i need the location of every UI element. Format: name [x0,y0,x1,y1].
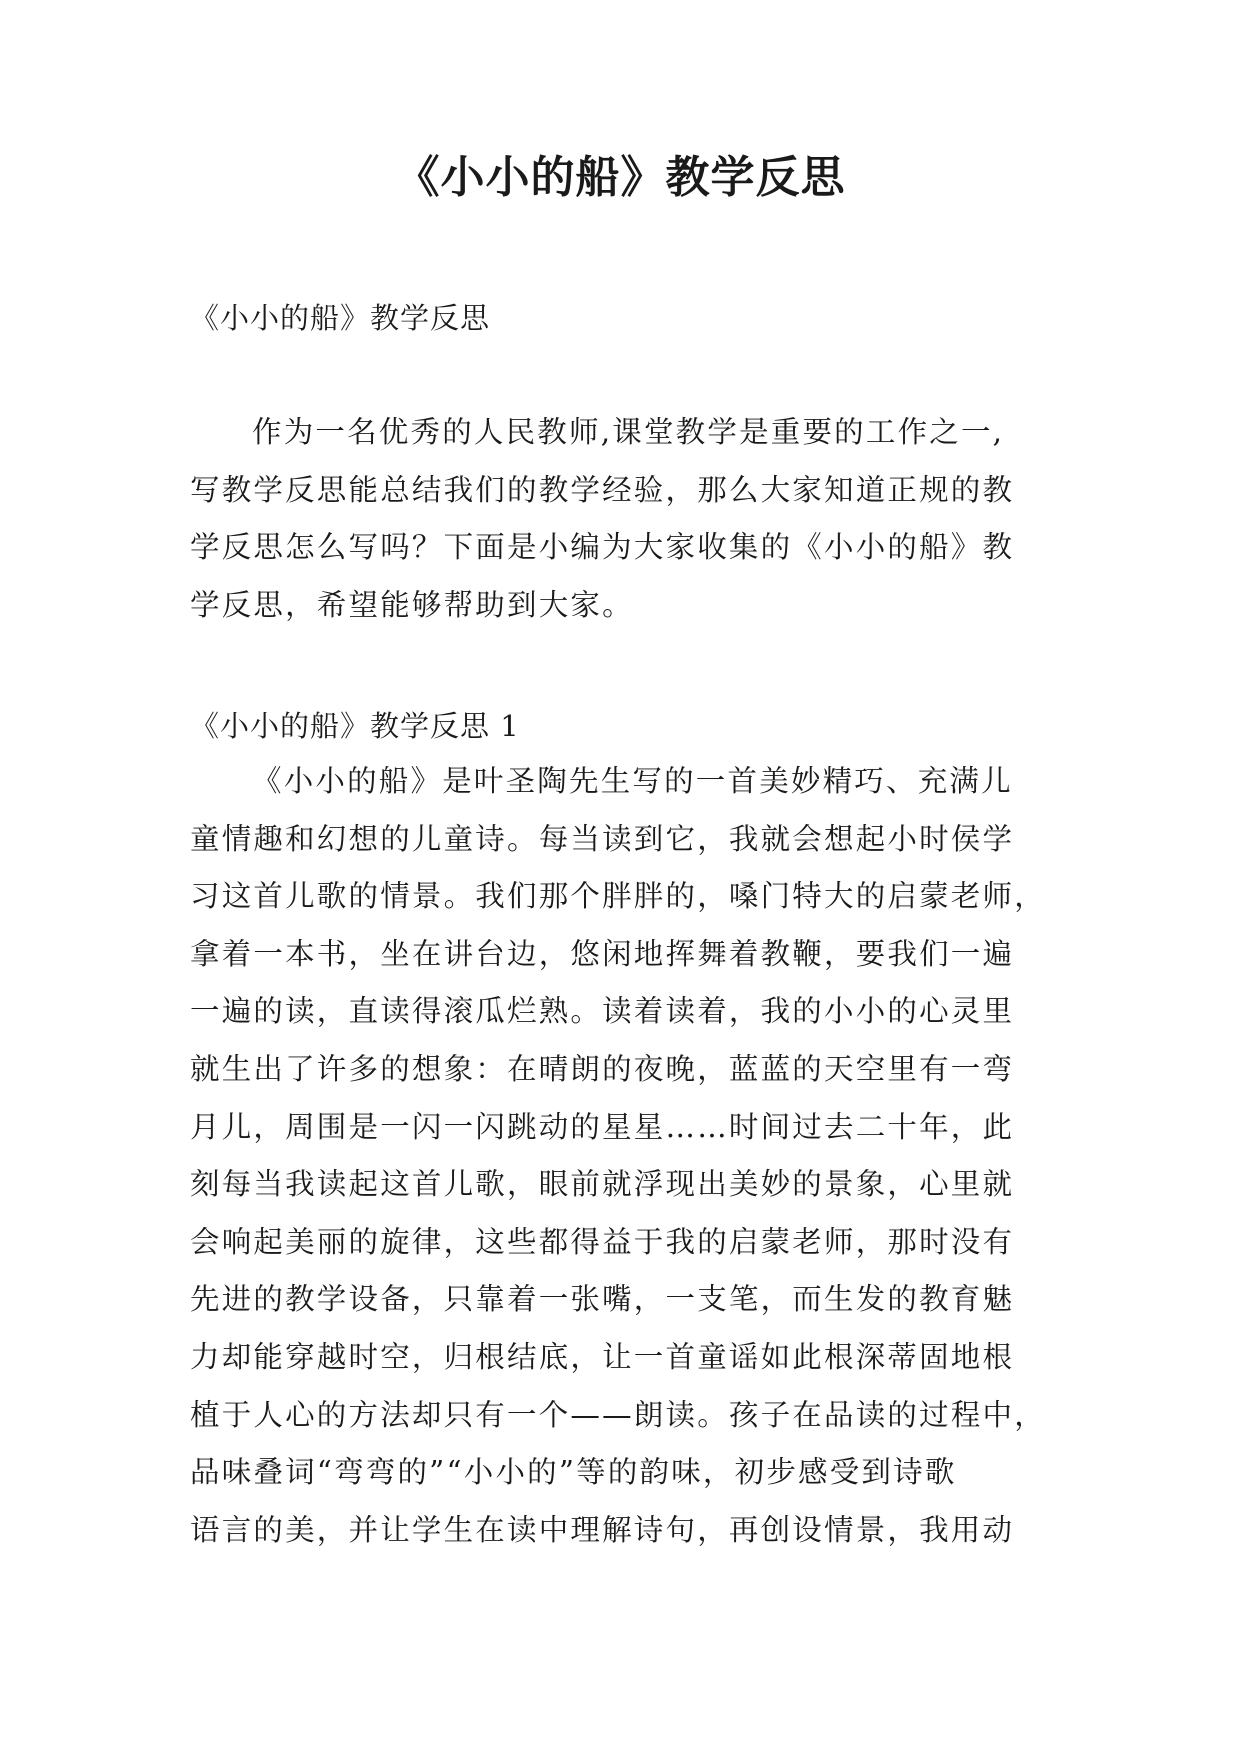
body-line: 童情趣和幻想的儿童诗。每当读到它，我就会想起小时侯学 [190,821,1015,856]
body-line: 就生出了许多的想象：在晴朗的夜晚，蓝蓝的天空里有一弯 [190,1051,1015,1086]
intro-paragraph [190,404,1052,634]
section-body-paragraph [190,753,1052,1559]
body-line: 习这首儿歌的情景。我们那个胖胖的，嗓门特大的启蒙老师， [190,879,1046,914]
intro-line: 学反思，希望能够帮助到大家。 [190,587,634,622]
intro-line: 学反思怎么写吗？下面是小编为大家收集的《小小的船》教 [190,530,1015,565]
body-line: 一遍的读，直读得滚瓜烂熟。读着读着，我的小小的心灵里 [190,994,1015,1029]
body-line: 刻每当我读起这首儿歌，眼前就浮现出美妙的景象，心里就 [190,1167,1015,1202]
section-heading: 《小小的船》教学反思 1 [190,709,520,743]
body-line: 月儿，周围是一闪一闪跳动的星星……时间过去二十年，此 [190,1109,1015,1144]
intro-line: 写教学反思能总结我们的教学经验，那么大家知道正规的教 [190,472,1015,507]
document-subtitle: 《小小的船》教学反思 [190,301,491,335]
body-line: 植于人心的方法却只有一个——朗读。孩子在品读的过程中， [190,1397,1046,1432]
body-line: 先进的教学设备，只靠着一张嘴，一支笔，而生发的教育魅 [190,1282,1015,1317]
body-line: 会响起美丽的旋律，这些都得益于我的启蒙老师，那时没有 [190,1224,1015,1259]
intro-line: 作为一名优秀的人民教师,课堂教学是重要的工作之一, [252,415,1005,449]
body-line: 《小小的船》是叶圣陶先生写的一首美妙精巧、充满儿 [252,764,1013,798]
document-title: 《小小的船》教学反思 [395,152,846,203]
body-line: 力却能穿越时空，归根结底，让一首童谣如此根深蒂固地根 [190,1339,1015,1374]
body-line: 语言的美，并让学生在读中理解诗句，再创设情景，我用动 [190,1512,1015,1547]
body-line: 拿着一本书，坐在讲台边，悠闲地挥舞着教鞭，要我们一遍 [190,936,1015,971]
body-line: 品味叠词“弯弯的”“小小的”等的韵味，初步感受到诗歌 [190,1455,957,1490]
